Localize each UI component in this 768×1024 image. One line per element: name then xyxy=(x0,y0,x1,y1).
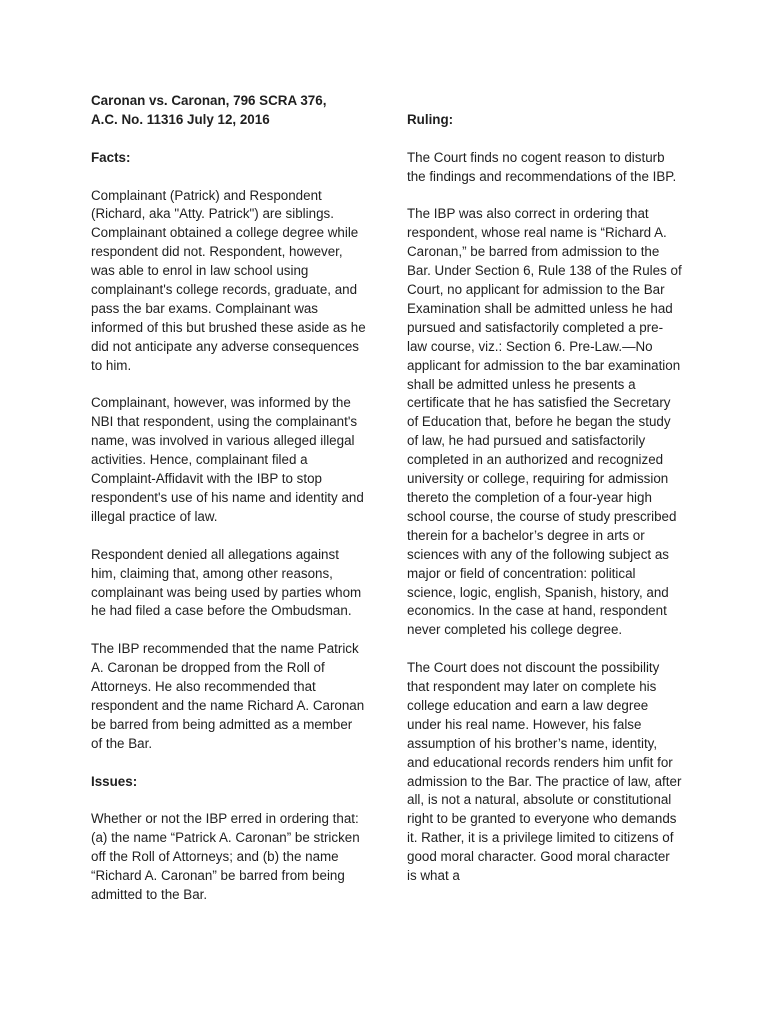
issues-heading: Issues: xyxy=(91,773,138,789)
facts-paragraph-2: Complainant, however, was informed by the NBI that respondent, using the complainant's name, was involved in various alleged illegal activities. Hence, complainant filed a Complaint-Affidavit with the IBP to stop respondent's use of his name and identity and illegal practice of law. xyxy=(91,395,364,524)
ruling-paragraph-2: The IBP was also correct in ordering that respondent, whose real name is “Richard A. Caronan,” be barred from admission to the Bar. Under Section 6, Rule 138 of the Rules of Court, no applicant for admission to the Bar Examination shall be admitted unless he had pursued and satisfactorily completed a pre-law course, viz.: Section 6. Pre-Law.—No applicant for admission to the bar examination shall be admitted unless he presents a certificate that he has satisfied the Secretary of Education that, before he began the study of law, he had pursued and satisfactorily completed in an authorized and recognized university or college, requiring for admission thereto the completion of a four-year high school course, the course of study prescribed therein for a bachelor’s degree in arts or sciences with any of the following subject as major or field of concentration: political science, logic, english, Spanish, history, and economics. In the case at hand, respondent never completed his college degree. xyxy=(407,206,682,638)
ruling-paragraph-3: The Court does not discount the possibility that respondent may later on complete his college education and earn a law degree under his real name. However, his false assumption of his brother’s name, identity, and educational records renders him unfit for admission to the Bar. The practice of law, after all, is not a natural, absolute or constitutional right to be granted to everyone who demands it. Rather, it is a privilege limited to citizens of good moral character. Good moral character is what a xyxy=(407,660,682,884)
right-column xyxy=(407,92,682,886)
left-column xyxy=(91,92,366,905)
facts-paragraph-3: Respondent denied all allegations against him, claiming that, among other reasons, complainant was being used by parties whom he had filed a case before the Ombudsman. xyxy=(91,546,362,619)
ruling-paragraph-1: The Court finds no cogent reason to disturb the findings and recommendations of the IBP. xyxy=(407,149,677,184)
case-title-line-2: A.C. No. 11316 July 12, 2016 xyxy=(91,111,270,127)
facts-heading: Facts: xyxy=(91,149,131,165)
facts-paragraph-4: The IBP recommended that the name Patrick A. Caronan be dropped from the Roll of Attorneys. He also recommended that respondent and the name Richard A. Caronan be barred from being admitted as a member of the Bar. xyxy=(91,641,365,751)
issues-paragraph-1: Whether or not the IBP erred in ordering that: (a) the name “Patrick A. Caronan” be stricken off the Roll of Attorneys; and (b) the name “Richard A. Caronan” be barred from being admitted to the Bar. xyxy=(91,811,360,902)
ruling-heading: Ruling: xyxy=(407,111,454,127)
case-title-line-1: Caronan vs. Caronan, 796 SCRA 376, xyxy=(91,93,327,108)
facts-paragraph-1: Complainant (Patrick) and Respondent (Richard, aka "Atty. Patrick") are siblings. Complainant obtained a college degree while respondent did not. Respondent, however, was able to enrol in law school using complainant's college records, graduate, and pass the bar exams. Complainant was informed of this but brushed these aside as he did not anticipate any adverse consequences to him. xyxy=(91,187,366,373)
